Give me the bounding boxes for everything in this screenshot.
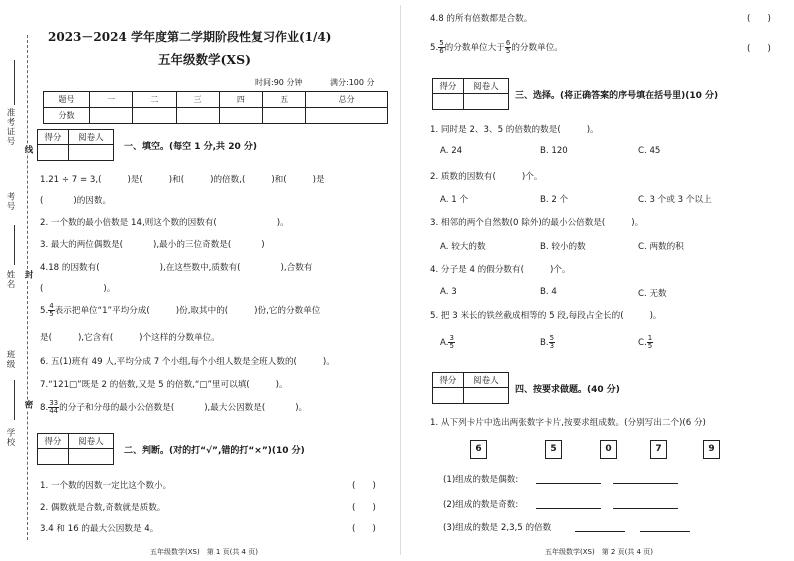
section1-title: 一、填空。(每空 1 分,共 20 分) xyxy=(124,142,257,152)
score-col-total: 总分 xyxy=(306,92,388,108)
choice-q1-opt-b[interactable]: B. 120 xyxy=(540,146,568,156)
digit-card-7: 7 xyxy=(650,440,667,459)
grader-score-label: 得分 xyxy=(433,79,464,94)
judge-text-1: 1. 一个数的因数一定比这个数小。 xyxy=(40,481,172,491)
choice-q4-text: 4. 分子是 4 的假分数有( xyxy=(430,265,524,275)
grader-score-cell[interactable] xyxy=(433,388,464,404)
choice-q1 xyxy=(430,123,599,135)
choice-q2-end: )个。 xyxy=(521,172,543,182)
score-col-2: 二 xyxy=(133,92,176,108)
fraction-denominator: 5 xyxy=(505,47,511,55)
choice-q5-text: 5. 把 3 米长的铁丝截成相等的 5 段,每段占全长的( xyxy=(430,311,624,321)
grader-name-label: 阅卷人 xyxy=(463,373,508,388)
score-cell[interactable] xyxy=(219,108,262,124)
q8-text-b: ),最大公因数是( xyxy=(204,403,266,413)
q3-line xyxy=(40,238,265,250)
q4-text-e: )。 xyxy=(103,284,116,294)
q7-line xyxy=(40,378,288,390)
answer-line-even-1[interactable] xyxy=(536,483,601,484)
grader-name-cell[interactable] xyxy=(68,145,113,161)
q1-text-h: )的因数。 xyxy=(73,196,112,206)
score-col-1: 一 xyxy=(90,92,133,108)
fraction-denominator: 44 xyxy=(49,407,59,415)
judge-paren-2[interactable]: ( ) xyxy=(352,503,376,513)
judge-paren-4[interactable]: ( ) xyxy=(747,14,771,24)
q5-text-e: ),它含有( xyxy=(77,333,114,343)
fraction-numerator: 5 xyxy=(549,334,555,342)
q1-text-a: 1.21 ÷ 7 = 3,( xyxy=(40,175,102,185)
judge-text-5-end: 的分数单位。 xyxy=(511,43,563,53)
choice-q4-opt-c[interactable]: C. 无数 xyxy=(638,289,667,299)
fraction-1-5 xyxy=(647,335,653,350)
grader-name-label: 阅卷人 xyxy=(463,79,508,94)
score-cell[interactable] xyxy=(90,108,133,124)
task-sub1: (1)组成的数是偶数: xyxy=(443,475,519,485)
choice-q5-c-letter: C. xyxy=(638,338,647,348)
grader-score-label: 得分 xyxy=(38,130,69,145)
footer-right: 五年级数学(XS) 第 2 页(共 4 页) xyxy=(545,548,653,556)
task-sub3: (3)组成的数是 2,3,5 的倍数 xyxy=(443,523,552,533)
judge-item-1 xyxy=(40,479,171,491)
judge-text-2: 2. 偶数就是合数,奇数就是质数。 xyxy=(40,503,166,513)
grader-score-cell[interactable] xyxy=(38,145,69,161)
q5-text-d: 是( xyxy=(40,333,52,343)
q4-line1 xyxy=(40,261,312,273)
grader-score-label: 得分 xyxy=(433,373,464,388)
judge-item-4 xyxy=(430,12,532,24)
score-cell[interactable] xyxy=(176,108,219,124)
q8-text-c: )。 xyxy=(295,403,308,413)
exam-subject: 五年级数学(XS) xyxy=(158,52,252,67)
fraction-denominator: 5 xyxy=(449,342,454,350)
judge-item-3 xyxy=(40,522,158,534)
q1-text-c: )和( xyxy=(168,175,185,185)
grader-score-cell[interactable] xyxy=(38,449,69,465)
choice-q3-opt-a[interactable]: A. 较大的数 xyxy=(440,242,486,252)
choice-q4-end: )个。 xyxy=(549,265,571,275)
q1-text-b: )是( xyxy=(127,175,143,185)
grader-box-section1 xyxy=(37,129,114,161)
q1-line2 xyxy=(40,194,111,206)
choice-q5 xyxy=(430,309,662,321)
choice-q3 xyxy=(430,216,643,228)
judge-paren-1[interactable]: ( ) xyxy=(352,481,376,491)
task-q1: 1. 从下列卡片中选出两张数字卡片,按要求组成数。(分别写出二个)(6 分) xyxy=(430,418,706,428)
q1-text-f: )是 xyxy=(312,175,325,185)
q5-text-a: 表示把单位“1”平均分成( xyxy=(54,306,150,316)
binding-dashed-line xyxy=(27,35,28,540)
judge-text-5-mid: 的分数单位大于 xyxy=(444,43,505,53)
label-class: 班级 xyxy=(5,350,15,369)
fraction-numerator: 3 xyxy=(449,334,454,342)
choice-q5-end: )。 xyxy=(649,311,662,321)
fraction-5-3 xyxy=(549,335,555,350)
fraction-denominator: 5 xyxy=(49,310,54,318)
choice-q3-opt-b[interactable]: B. 较小的数 xyxy=(540,242,586,252)
choice-q2-opt-a[interactable]: A. 1 个 xyxy=(440,195,468,205)
choice-q3-text: 3. 相邻的两个自然数(0 除外)的最小公倍数是( xyxy=(430,218,606,228)
choice-q1-text: 1. 同时是 2、3、5 的倍数的数是( xyxy=(430,125,561,135)
fraction-numerator: 33 xyxy=(49,399,59,407)
fill-line-candidate xyxy=(14,60,16,105)
q1-text-g: ( xyxy=(40,196,44,206)
label-candidate-number: 准考证号 xyxy=(5,108,15,146)
digit-card-5: 5 xyxy=(545,440,562,459)
q5-text-f: )个这样的分数单位。 xyxy=(139,333,220,343)
grader-name-label: 阅卷人 xyxy=(68,130,113,145)
score-cell[interactable] xyxy=(263,108,306,124)
judge-text-4: 4.8 的所有倍数都是合数。 xyxy=(430,14,533,24)
score-table xyxy=(43,91,388,124)
choice-q5-b-letter: B. xyxy=(540,338,549,348)
q3-text-a: 3. 最大的两位偶数是( xyxy=(40,240,124,250)
choice-q2 xyxy=(430,170,542,182)
q6-text: 6. 五(1)班有 49 人,平均分成 7 个小组,每个小组人数是全班人数的( xyxy=(40,357,297,367)
fill-line-name xyxy=(14,225,16,265)
q4-line2 xyxy=(40,282,115,294)
q1-text-d: )的倍数,( xyxy=(210,175,246,185)
mark-line: 线 xyxy=(23,145,33,155)
grader-name-label: 阅卷人 xyxy=(68,434,113,449)
fraction-numerator: 4 xyxy=(49,302,54,310)
score-col-5: 五 xyxy=(263,92,306,108)
mark-secret: 密 xyxy=(23,400,33,410)
digit-card-9: 9 xyxy=(703,440,720,459)
answer-line-multiple-1[interactable] xyxy=(575,531,625,532)
q7-text: 7.“121□”既是 2 的倍数,又是 5 的倍数,“□”里可以填( xyxy=(40,380,250,390)
q5-line1 xyxy=(40,303,320,318)
grader-name-cell[interactable] xyxy=(463,388,508,404)
q4-text-a: 4.18 的因数有( xyxy=(40,263,100,273)
q6-text-end: )。 xyxy=(322,357,335,367)
choice-q5-opt-c[interactable] xyxy=(638,335,653,350)
digit-card-0: 0 xyxy=(600,440,617,459)
score-cell[interactable] xyxy=(306,108,388,124)
judge-paren-5[interactable]: ( ) xyxy=(747,44,771,54)
label-school: 学校 xyxy=(5,428,15,447)
exam-time: 时间:90 分钟 xyxy=(255,78,303,87)
q8-text-a: 的分子和分母的最小公倍数是( xyxy=(59,403,175,413)
choice-q5-opt-b[interactable] xyxy=(540,335,555,350)
mark-seal: 封 xyxy=(23,270,33,280)
q2-text-end: )。 xyxy=(276,218,289,228)
q8-line xyxy=(40,400,307,415)
q5-number: 5. xyxy=(40,306,49,316)
choice-q2-opt-c[interactable]: C. 3 个或 3 个以上 xyxy=(638,195,712,205)
exam-title: 2023－2024 学年度第二学期阶段性复习作业(1/4) xyxy=(48,30,332,44)
grader-score-label: 得分 xyxy=(38,434,69,449)
choice-q3-end: )。 xyxy=(631,218,644,228)
choice-q2-opt-b[interactable]: B. 2 个 xyxy=(540,195,569,205)
section4-title: 四、按要求做题。(40 分) xyxy=(515,385,620,395)
section3-title: 三、选择。(将正确答案的序号填在括号里)(10 分) xyxy=(515,91,719,101)
q3-text-b: ),最小的三位奇数是( xyxy=(153,240,232,250)
section2-title: 二、判断。(对的打“√”,错的打“×”)(10 分) xyxy=(124,446,305,456)
q4-text-b: ),在这些数中,质数有( xyxy=(159,263,241,273)
q5-line2 xyxy=(40,331,220,343)
score-col-4: 四 xyxy=(219,92,262,108)
judge-text-3: 3.4 和 16 的最大公因数是 4。 xyxy=(40,524,159,534)
label-exam-number: 考号 xyxy=(5,192,15,211)
q5-text-c: )份,它的分数单位 xyxy=(254,306,321,316)
answer-line-even-2[interactable] xyxy=(613,483,678,484)
label-name: 姓名 xyxy=(5,270,15,289)
choice-q2-text: 2. 质数的因数有( xyxy=(430,172,496,182)
fraction-33-44 xyxy=(48,400,59,415)
fraction-numerator: 1 xyxy=(647,334,653,342)
q3-text-c: ) xyxy=(261,240,265,250)
choice-q5-opt-a[interactable] xyxy=(440,335,455,350)
q4-text-c: ),合数有 xyxy=(280,263,313,273)
q1-text-e: )和( xyxy=(271,175,287,185)
answer-line-odd-1[interactable] xyxy=(536,508,601,509)
fraction-denominator: 5 xyxy=(647,342,653,350)
choice-q3-opt-c[interactable]: C. 两数的积 xyxy=(638,242,684,252)
q4-text-d: ( xyxy=(40,284,44,294)
q8-number: 8. xyxy=(40,403,49,413)
q7-text-end: )。 xyxy=(275,380,288,390)
binding-margin xyxy=(0,0,40,561)
task-sub2: (2)组成的数是奇数: xyxy=(443,500,519,510)
page-divider xyxy=(400,5,401,555)
choice-q5-a-letter: A. xyxy=(440,338,449,348)
grader-score-cell[interactable] xyxy=(433,94,464,110)
fraction-numerator: 6 xyxy=(505,39,511,47)
judge-paren-3[interactable]: ( ) xyxy=(352,524,376,534)
q6-line xyxy=(40,355,335,367)
fraction-numerator: 5 xyxy=(439,39,444,47)
q2-text: 2. 一个数的最小倍数是 14,则这个数的因数有( xyxy=(40,218,217,228)
score-row-label-score: 分数 xyxy=(44,108,90,124)
choice-q1-opt-a[interactable]: A. 24 xyxy=(440,146,463,156)
answer-line-multiple-2[interactable] xyxy=(640,531,690,532)
choice-q4 xyxy=(430,263,571,275)
exam-full-score: 满分:100 分 xyxy=(330,78,375,87)
digit-card-6: 6 xyxy=(470,440,487,459)
answer-line-odd-2[interactable] xyxy=(613,508,678,509)
q5-text-b: )份,取其中的( xyxy=(175,306,229,316)
score-cell[interactable] xyxy=(133,108,176,124)
judge-item-5 xyxy=(430,40,563,55)
footer-left: 五年级数学(XS) 第 1 页(共 4 页) xyxy=(150,548,258,556)
grader-box-section2 xyxy=(37,433,114,465)
judge-item-2 xyxy=(40,501,165,513)
score-row-label-number: 题号 xyxy=(44,92,90,108)
fraction-denominator: 6 xyxy=(439,47,444,55)
choice-q4-opt-b[interactable]: B. 4 xyxy=(540,287,557,297)
grader-box-section3 xyxy=(432,78,509,110)
choice-q4-opt-a[interactable]: A. 3 xyxy=(440,287,457,297)
grader-name-cell[interactable] xyxy=(68,449,113,465)
q2-line xyxy=(40,216,289,228)
fraction-3-5 xyxy=(448,335,454,350)
q1-line1 xyxy=(40,173,325,185)
grader-box-section4 xyxy=(432,372,509,404)
fill-line-class xyxy=(14,380,16,420)
choice-q1-end: )。 xyxy=(586,125,599,135)
fraction-denominator: 3 xyxy=(549,342,555,350)
grader-name-cell[interactable] xyxy=(463,94,508,110)
choice-q1-opt-c[interactable]: C. 45 xyxy=(638,146,661,156)
score-col-3: 三 xyxy=(176,92,219,108)
judge-number-5: 5. xyxy=(430,43,439,53)
